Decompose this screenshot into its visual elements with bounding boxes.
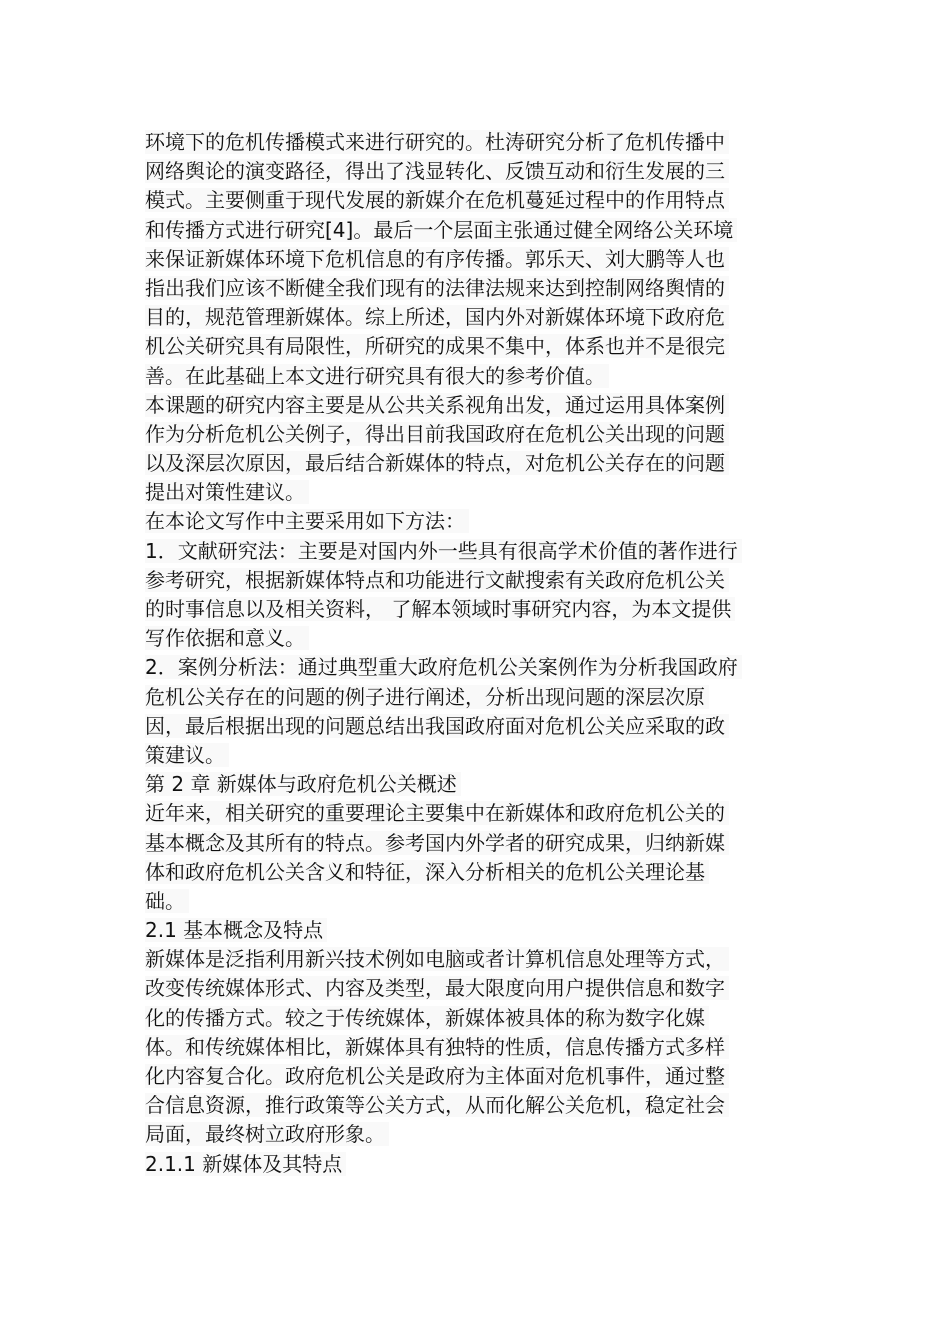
text-line: 指出我们应该不断健全我们现有的法律法规来达到控制网络舆情的 xyxy=(145,274,817,303)
text-line: 策建议。 xyxy=(145,741,817,770)
list-item-literature-method: 1．文献研究法：主要是对国内外一些具有很高学术价值的著作进行 xyxy=(145,537,817,566)
text-line: 作为分析危机公关例子，得出目前我国政府在危机公关出现的问题 xyxy=(145,420,817,449)
list-item-case-method: 2．案例分析法：通过典型重大政府危机公关案例作为分析我国政府 xyxy=(145,653,817,682)
text-line: 以及深层次原因，最后结合新媒体的特点，对危机公关存在的问题 xyxy=(145,449,817,478)
text-line: 础。 xyxy=(145,887,817,916)
text-line: 基本概念及其所有的特点。参考国内外学者的研究成果，归纳新媒 xyxy=(145,829,817,858)
text-line: 化的传播方式。较之于传统媒体，新媒体被具体的称为数字化媒 xyxy=(145,1004,817,1033)
text-line: 善。在此基础上本文进行研究具有很大的参考价值。 xyxy=(145,362,817,391)
text-line: 改变传统媒体形式、内容及类型，最大限度向用户提供信息和数字 xyxy=(145,974,817,1003)
text-line: 机公关研究具有局限性，所研究的成果不集中，体系也并不是很完 xyxy=(145,332,817,361)
text-line: 提出对策性建议。 xyxy=(145,478,817,507)
text-line: 参考研究，根据新媒体特点和功能进行文献搜索有关政府危机公关 xyxy=(145,566,817,595)
text-line: 在本论文写作中主要采用如下方法： xyxy=(145,507,817,536)
text-line: 的时事信息以及相关资料， 了解本领域时事研究内容，为本文提供 xyxy=(145,595,817,624)
text-line: 因，最后根据出现的问题总结出我国政府面对危机公关应采取的政 xyxy=(145,712,817,741)
text-line: 局面，最终树立政府形象。 xyxy=(145,1120,817,1149)
text-line: 危机公关存在的问题的例子进行阐述，分析出现问题的深层次原 xyxy=(145,683,817,712)
text-line: 模式。主要侧重于现代发展的新媒介在危机蔓延过程中的作用特点 xyxy=(145,186,817,215)
text-line: 本课题的研究内容主要是从公共关系视角出发，通过运用具体案例 xyxy=(145,391,817,420)
text-line: 来保证新媒体环境下危机信息的有序传播。郭乐天、刘大鹏等人也 xyxy=(145,245,817,274)
chapter-heading: 第 2 章 新媒体与政府危机公关概述 xyxy=(145,770,817,799)
text-line: 体。和传统媒体相比，新媒体具有独特的性质，信息传播方式多样 xyxy=(145,1033,817,1062)
text-line: 新媒体是泛指利用新兴技术例如电脑或者计算机信息处理等方式， xyxy=(145,945,817,974)
text-line: 近年来，相关研究的重要理论主要集中在新媒体和政府危机公关的 xyxy=(145,799,817,828)
document-page xyxy=(145,128,817,1179)
text-line: 合信息资源，推行政策等公关方式，从而化解公关危机，稳定社会 xyxy=(145,1091,817,1120)
text-line: 网络舆论的演变路径，得出了浅显转化、反馈互动和衍生发展的三 xyxy=(145,157,817,186)
text-line: 化内容复合化。政府危机公关是政府为主体面对危机事件，通过整 xyxy=(145,1062,817,1091)
text-line: 写作依据和意义。 xyxy=(145,624,817,653)
text-line: 体和政府危机公关含义和特征，深入分析相关的危机公关理论基 xyxy=(145,858,817,887)
text-line: 和传播方式进行研究[4]。最后一个层面主张通过健全网络公关环境 xyxy=(145,216,817,245)
text-line: 目的，规范管理新媒体。综上所述，国内外对新媒体环境下政府危 xyxy=(145,303,817,332)
subsection-heading: 2.1.1 新媒体及其特点 xyxy=(145,1150,817,1179)
text-line: 环境下的危机传播模式来进行研究的。杜涛研究分析了危机传播中 xyxy=(145,128,817,157)
section-heading: 2.1 基本概念及特点 xyxy=(145,916,817,945)
